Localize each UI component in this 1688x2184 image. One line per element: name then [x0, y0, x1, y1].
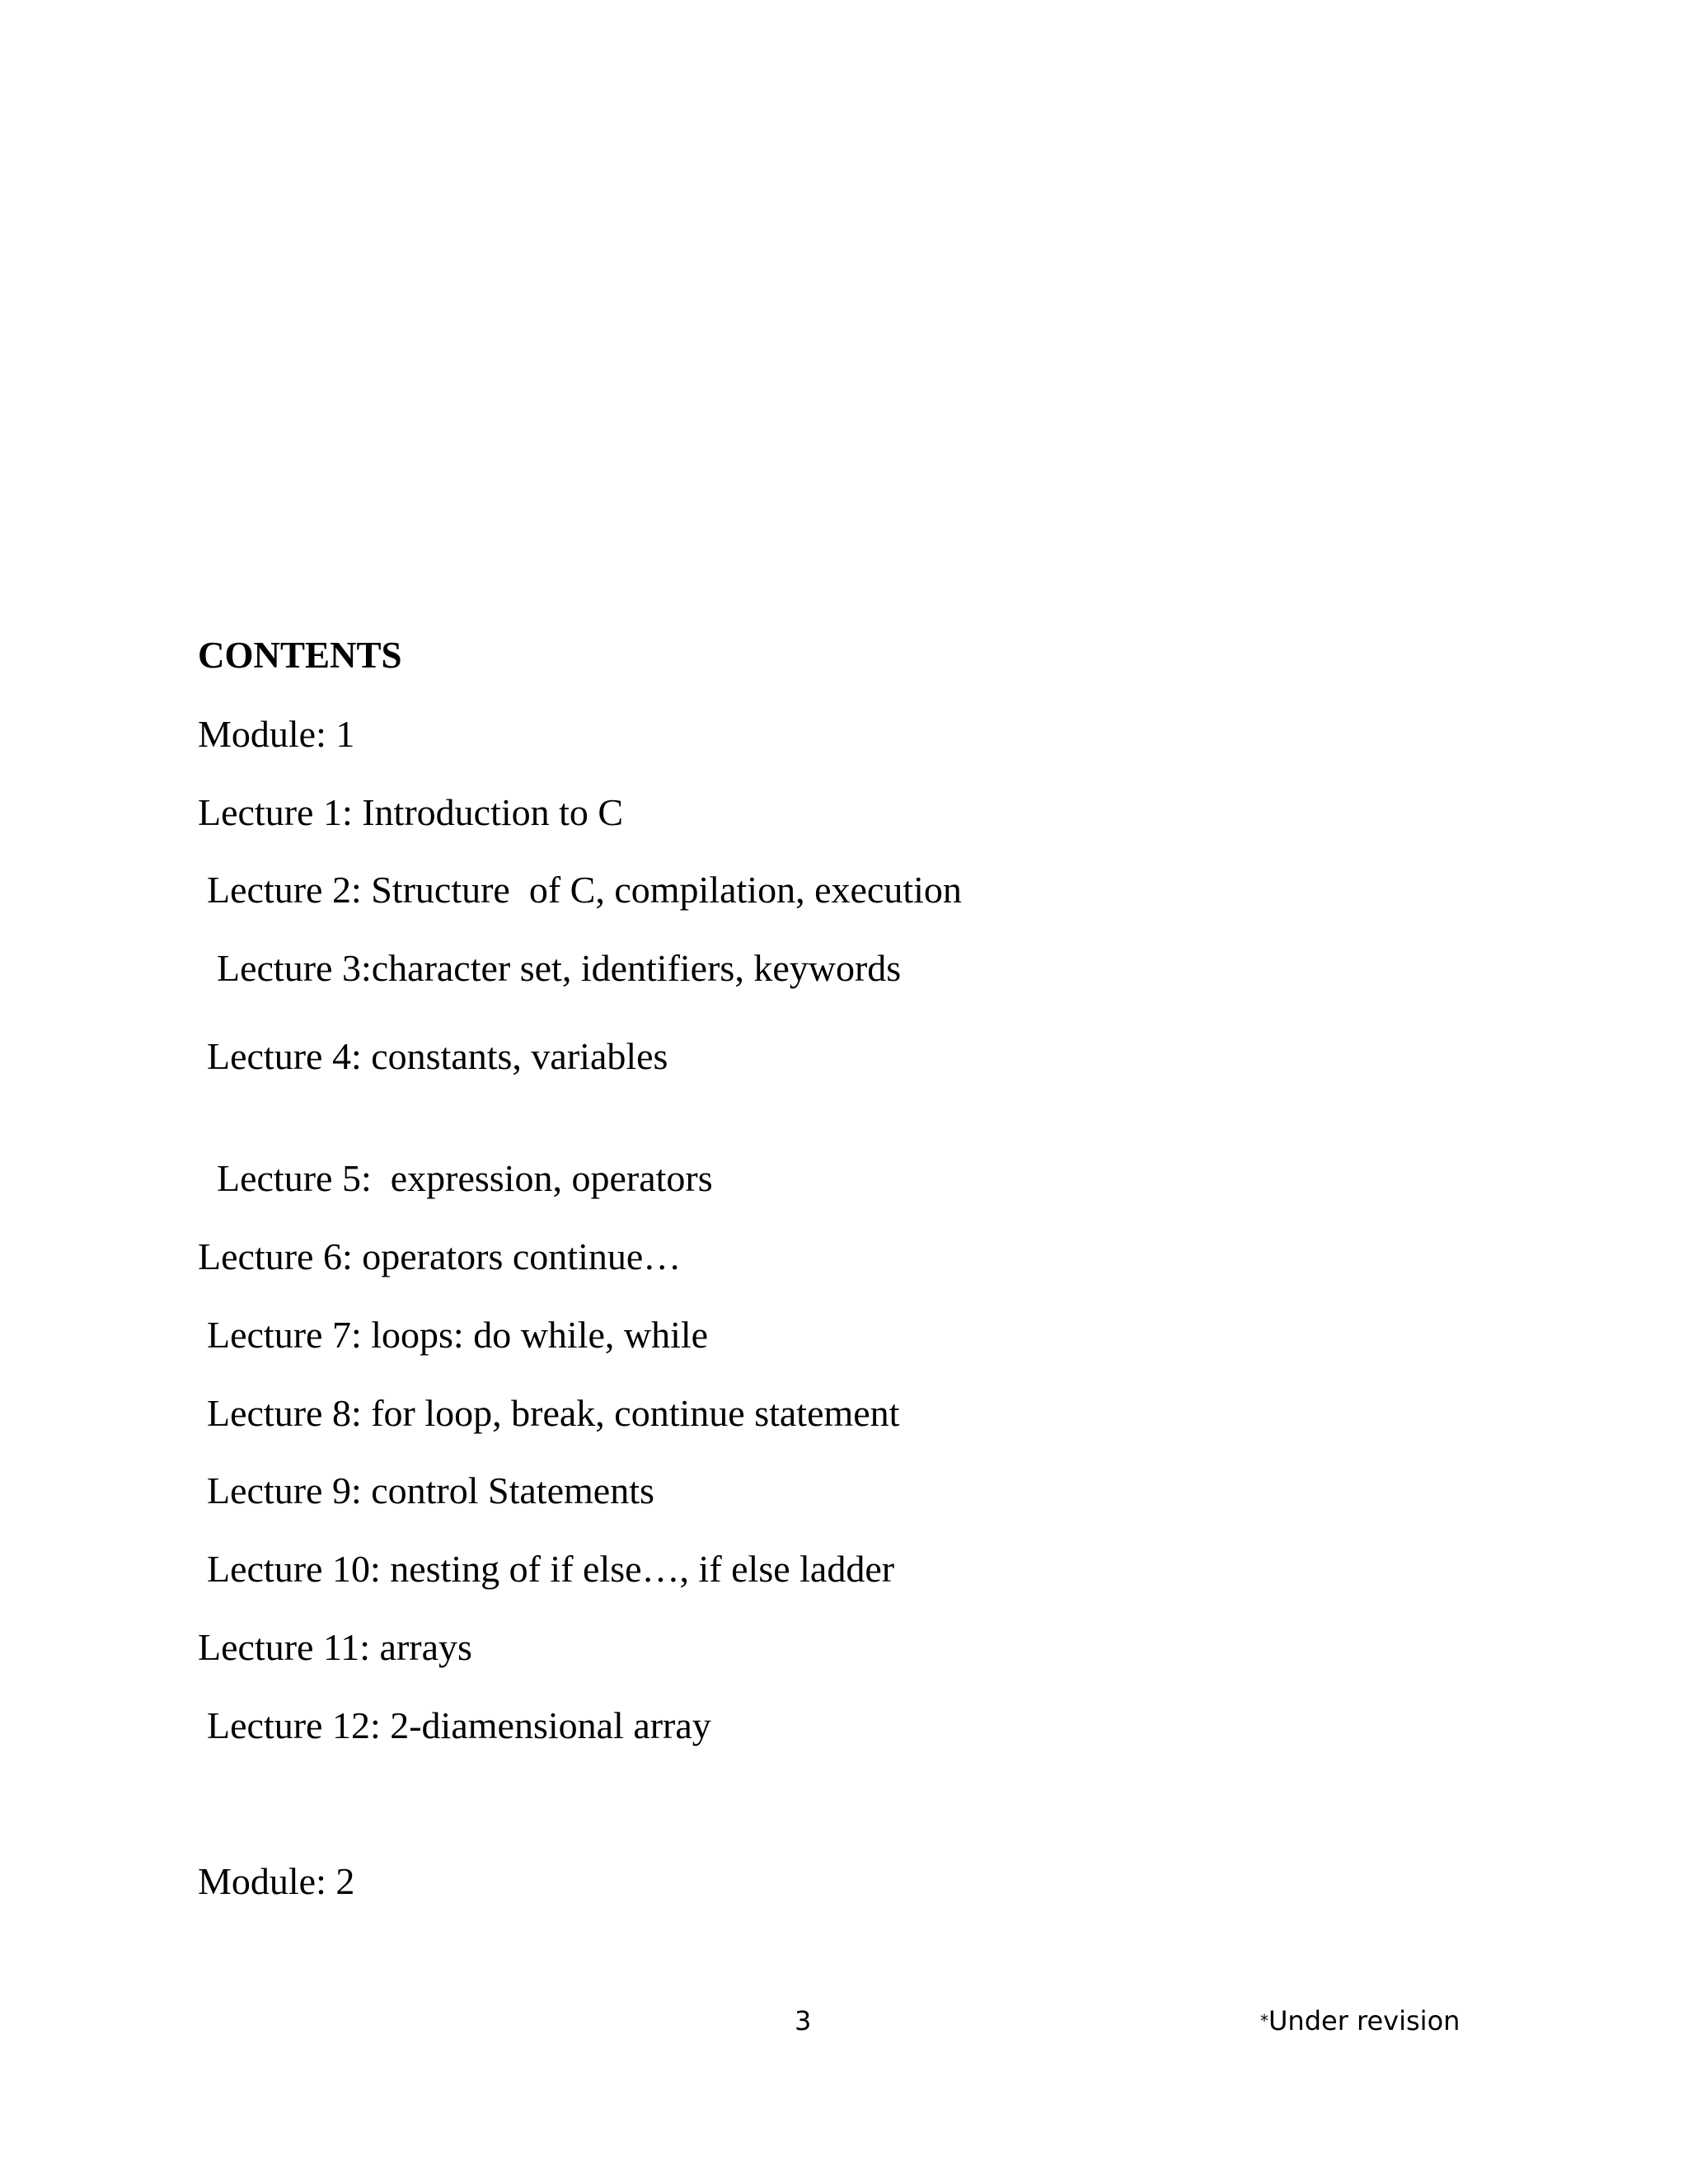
lecture-10-entry: Lecture 10: nesting of if else…, if else ladder: [207, 1548, 895, 1590]
module-2-heading: Module: 2: [198, 1860, 355, 1902]
revision-asterisk: *: [1260, 2011, 1268, 2031]
lecture-9-entry: Lecture 9: control Statements: [207, 1469, 654, 1511]
lecture-3-entry: Lecture 3:character set, identifiers, keywords: [217, 947, 902, 989]
contents-heading: CONTENTS: [198, 635, 402, 676]
revision-note: [1260, 2005, 1461, 2036]
lecture-11-entry: Lecture 11: arrays: [198, 1626, 472, 1668]
lecture-7-entry: Lecture 7: loops: do while, while: [207, 1314, 709, 1356]
lecture-5-entry: Lecture 5: expression, operators: [217, 1157, 713, 1199]
lecture-8-entry: Lecture 8: for loop, break, continue statement: [207, 1392, 900, 1434]
lecture-2-entry: Lecture 2: Structure of C, compilation, execution: [207, 869, 962, 911]
page-number: 3: [795, 2005, 812, 2036]
lecture-4-entry: Lecture 4: constants, variables: [207, 1035, 668, 1077]
module-1-heading: Module: 1: [198, 713, 355, 755]
lecture-1-entry: Lecture 1: Introduction to C: [198, 791, 624, 833]
revision-note-text: Under revision: [1268, 2005, 1461, 2036]
lecture-6-entry: Lecture 6: operators continue…: [198, 1235, 682, 1277]
lecture-12-entry: Lecture 12: 2-diamensional array: [207, 1704, 711, 1746]
